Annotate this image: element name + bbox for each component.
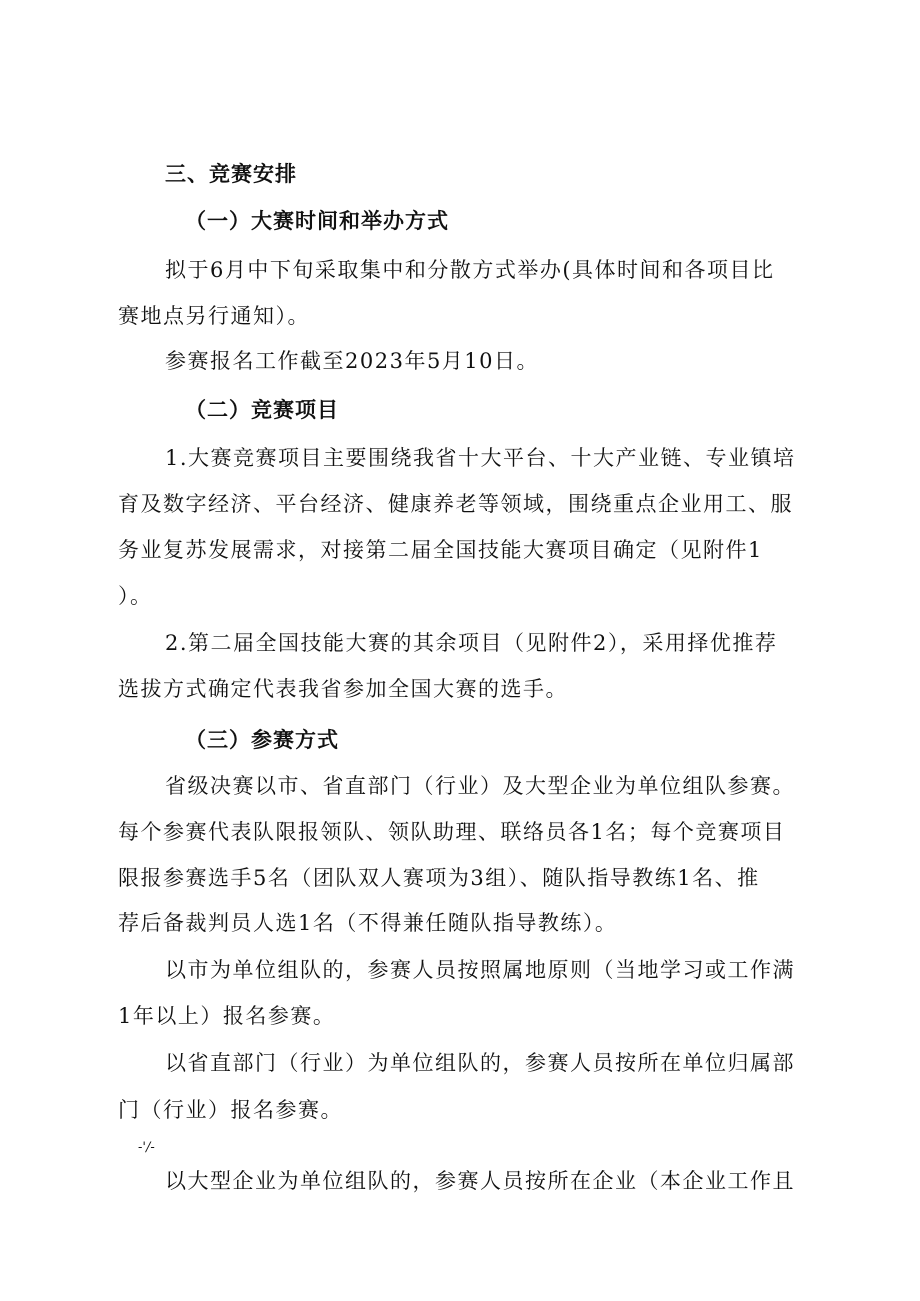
- paragraph-line: 每个参赛代表队限报领队、领队助理、联络员各1名；每个竞赛项目: [118, 820, 786, 844]
- paragraph-line: 以大型企业为单位组队的，参赛人员按所在企业（本企业工作且: [165, 1169, 795, 1193]
- paragraph-line: 务业复苏发展需求，对接第二届全国技能大赛项目确定（见附件1: [118, 538, 763, 562]
- paragraph-line: 限报参赛选手5名（团队双人赛项为3组）、随队指导教练1名、推: [118, 866, 760, 890]
- paragraph-line: 参赛报名工作截至2023年5月10日。: [165, 349, 540, 373]
- paragraph-line: ）。: [118, 584, 153, 608]
- paragraph-line: 以市为单位组队的，参赛人员按照属地原则（当地学习或工作满: [165, 958, 795, 982]
- section-heading: 三、竞赛安排: [165, 162, 297, 186]
- paragraph-line: 赛地点另行通知）。: [118, 304, 310, 328]
- subsection-heading-3: （三）参赛方式: [185, 728, 339, 752]
- paragraph-line: 门（行业）报名参赛。: [118, 1098, 343, 1122]
- paragraph-line: 荐后备裁判员人选1名（不得兼任随队指导教练）。: [118, 911, 618, 935]
- paragraph-line: 2.第二届全国技能大赛的其余项目（见附件2），采用择优推荐: [165, 631, 778, 655]
- paragraph-line: 1年以上）报名参赛。: [118, 1004, 336, 1028]
- paragraph-line: 省级决赛以市、省直部门（行业）及大型企业为单位组队参赛。: [165, 774, 795, 798]
- paragraph-line: 选拔方式确定代表我省参加全国大赛的选手。: [118, 677, 568, 701]
- paragraph-line: 拟于6月中下旬采取集中和分散方式举办(具体时间和各项目比: [165, 258, 775, 282]
- paragraph-line: 以省直部门（行业）为单位组队的，参赛人员按所在单位归属部: [165, 1051, 795, 1075]
- paragraph-line: 育及数字经济、平台经济、健康养老等领域，围绕重点企业用工、服: [118, 492, 793, 516]
- subsection-heading-1: （一）大赛时间和举办方式: [185, 209, 449, 233]
- page-number: -'/-: [138, 1140, 155, 1155]
- paragraph-line: 1.大赛竞赛项目主要围绕我省十大平台、十大产业链、专业镇培: [165, 446, 796, 470]
- subsection-heading-2: （二）竞赛项目: [185, 398, 339, 422]
